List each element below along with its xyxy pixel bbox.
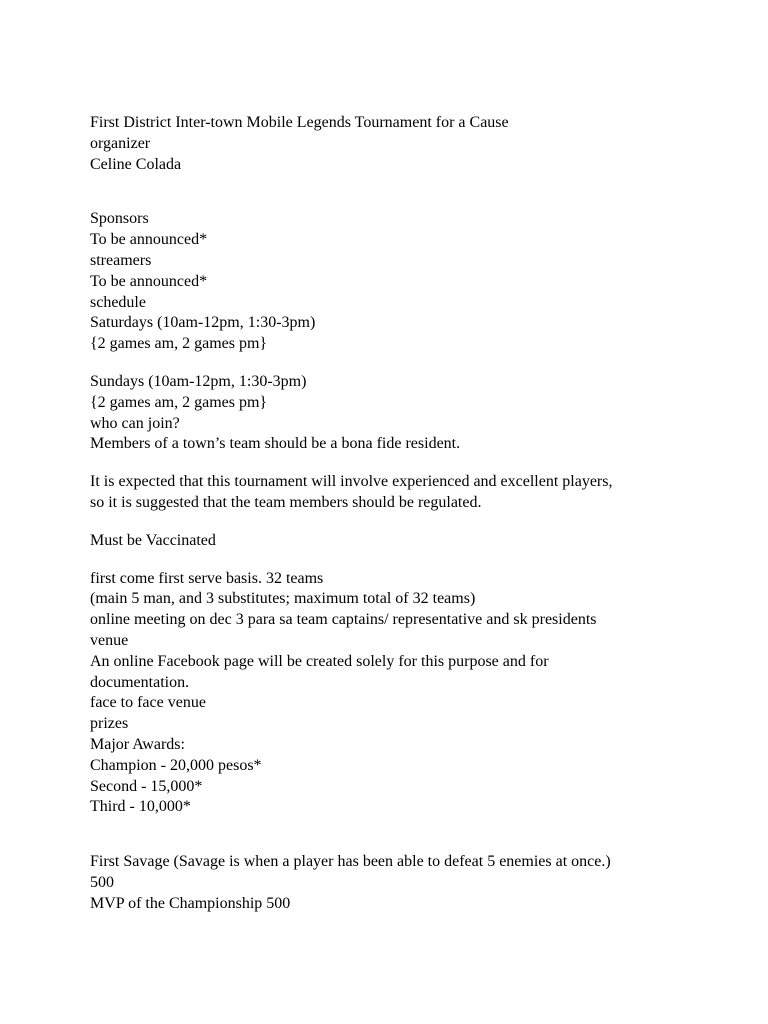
saturdays-games: {2 games am, 2 games pm} — [90, 335, 268, 353]
mvp-award: MVP of the Championship 500 — [90, 894, 291, 912]
sponsors-heading: Sponsors — [90, 210, 149, 228]
spacer — [90, 355, 730, 372]
vaccination-requirement: Must be Vaccinated — [90, 531, 216, 549]
spacer — [90, 455, 730, 472]
organizer-heading: organizer — [90, 134, 151, 152]
second-prize: Second - 15,000* — [90, 777, 203, 795]
champion-prize: Champion - 20,000 pesos* — [90, 756, 262, 774]
registration-basis: first come first serve basis. 32 teams — [90, 569, 324, 587]
spacer — [90, 175, 730, 209]
expectation-line-1: It is expected that this tournament will involve experienced and excellent players, — [90, 473, 613, 491]
sundays-games: {2 games am, 2 games pm} — [90, 393, 268, 411]
expectation-line-2: so it is suggested that the team members should be regulated. — [90, 493, 482, 511]
venue-heading: venue — [90, 631, 129, 649]
team-composition: (main 5 man, and 3 substitutes; maximum total of 32 teams) — [90, 590, 476, 608]
streamers-value: To be announced* — [90, 272, 208, 290]
sundays-schedule: Sundays (10am-12pm, 1:30-3pm) — [90, 372, 307, 390]
facebook-page-line-2: documentation. — [90, 673, 190, 691]
schedule-heading: schedule — [90, 293, 146, 311]
spacer — [90, 514, 730, 531]
sponsors-value: To be announced* — [90, 231, 208, 249]
facebook-page-line-1: An online Facebook page will be created solely for this purpose and for — [90, 652, 549, 670]
major-awards-heading: Major Awards: — [90, 735, 185, 753]
first-savage-award: First Savage (Savage is when a player has been able to defeat 5 enemies at once.) — [90, 853, 611, 871]
organizer-name: Celine Colada — [90, 155, 182, 173]
who-can-join-heading: who can join? — [90, 414, 180, 432]
third-prize: Third - 10,000* — [90, 798, 191, 816]
document-page — [90, 113, 730, 915]
spacer — [90, 818, 730, 852]
online-meeting: online meeting on dec 3 para sa team captains/ representative and sk presidents — [90, 611, 597, 629]
streamers-heading: streamers — [90, 251, 152, 269]
saturdays-schedule: Saturdays (10am-12pm, 1:30-3pm) — [90, 314, 316, 332]
who-can-join-value: Members of a town’s team should be a bona fide resident. — [90, 435, 461, 453]
face-to-face-venue: face to face venue — [90, 694, 206, 712]
prizes-heading: prizes — [90, 715, 129, 733]
document-title: First District Inter-town Mobile Legends Tournament for a Cause — [90, 114, 509, 131]
first-savage-prize: 500 — [90, 873, 114, 891]
spacer — [90, 552, 730, 569]
